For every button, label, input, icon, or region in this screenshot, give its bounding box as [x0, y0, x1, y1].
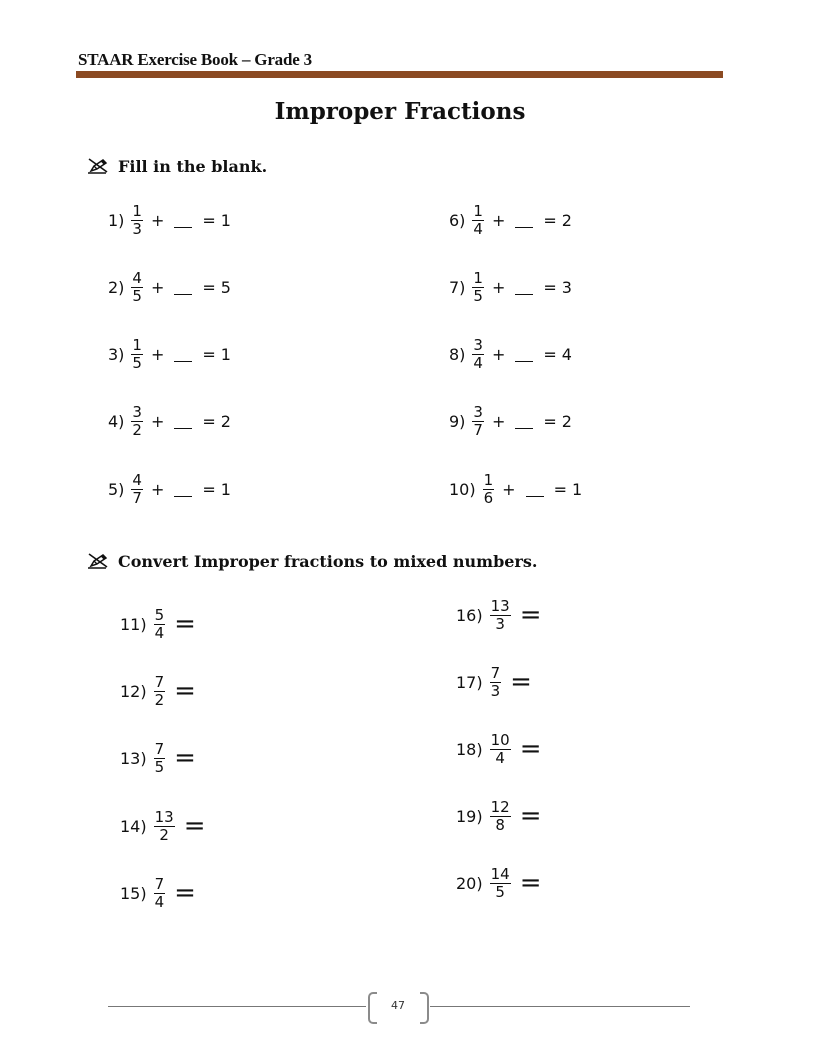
- answer-blank[interactable]: [515, 280, 533, 295]
- problem-number: 5): [108, 479, 125, 499]
- fill-blank-problem: [108, 464, 231, 514]
- equals-sign: =: [519, 734, 542, 764]
- problem-number: 14): [120, 816, 147, 836]
- plus-sign: +: [150, 411, 165, 431]
- fill-blank-problem: [108, 195, 231, 245]
- numerator: 3: [132, 402, 142, 421]
- problem-number: 19): [456, 806, 483, 826]
- fill-blank-problem: [108, 396, 231, 446]
- sum-value: 2: [220, 411, 231, 431]
- numerator: 1: [132, 201, 142, 220]
- answer-blank[interactable]: [174, 213, 192, 228]
- problem-number: 16): [456, 605, 483, 625]
- plus-sign: +: [150, 277, 165, 297]
- denominator: 3: [490, 681, 501, 700]
- fraction: [154, 607, 166, 642]
- answer-blank[interactable]: [174, 482, 192, 497]
- problem-number: 6): [449, 210, 466, 230]
- problem-number: 10): [449, 479, 476, 499]
- section-convert-heading: [86, 551, 537, 571]
- denominator: 7: [132, 488, 142, 507]
- denominator: 4: [154, 892, 165, 911]
- page-footer: [108, 990, 690, 1026]
- denominator: 2: [154, 690, 165, 709]
- numerator: 3: [473, 402, 483, 421]
- denominator: 5: [473, 286, 483, 305]
- equals-sign: =: [519, 600, 542, 630]
- plus-sign: +: [502, 479, 516, 499]
- sum-value: 2: [561, 411, 572, 431]
- fraction: [472, 203, 484, 238]
- denominator: 4: [495, 748, 505, 767]
- section-fill-blank-heading: [86, 156, 267, 176]
- convert-problem: [120, 868, 196, 918]
- answer-blank[interactable]: [515, 213, 533, 228]
- equals-sign: =: [202, 479, 216, 499]
- sum-value: 5: [220, 277, 231, 297]
- convert-problem: [456, 791, 542, 841]
- problem-number: 7): [449, 277, 466, 297]
- numerator: 7: [154, 874, 165, 893]
- numerator: 7: [490, 663, 501, 682]
- equals-sign: =: [553, 479, 567, 499]
- fraction: [154, 876, 166, 911]
- problem-number: 17): [456, 672, 483, 692]
- fill-blank-problem: [108, 329, 231, 379]
- fraction: [472, 337, 484, 372]
- equals-sign: =: [510, 667, 532, 697]
- denominator: 2: [159, 825, 169, 844]
- denominator: 4: [473, 353, 483, 372]
- convert-problem: [456, 657, 532, 707]
- problem-number: 18): [456, 739, 483, 759]
- fraction: [154, 674, 166, 709]
- numerator: 5: [154, 605, 165, 624]
- pencil-icon: [86, 156, 110, 176]
- section1-instruction: Fill in the blank.: [118, 156, 268, 176]
- sum-value: 1: [220, 344, 231, 364]
- equals-sign: =: [202, 210, 216, 230]
- equals-sign: =: [202, 277, 216, 297]
- fraction: [154, 809, 175, 844]
- problem-number: 3): [108, 344, 125, 364]
- equals-sign: =: [519, 868, 542, 898]
- numerator: 13: [490, 596, 510, 615]
- answer-blank[interactable]: [515, 347, 533, 362]
- fraction: [490, 866, 511, 901]
- fill-blank-problem: [449, 262, 572, 312]
- problem-number: 8): [449, 344, 466, 364]
- problem-number: 11): [120, 614, 147, 634]
- denominator: 5: [154, 757, 165, 776]
- footer-bracket-right: [420, 992, 429, 1024]
- fraction: [490, 598, 511, 633]
- problem-number: 12): [120, 681, 147, 701]
- equals-sign: =: [543, 344, 557, 364]
- page-title: Improper Fractions: [274, 98, 526, 125]
- convert-problem: [456, 858, 542, 908]
- fill-blank-problem: [449, 396, 572, 446]
- numerator: 10: [490, 730, 510, 749]
- convert-problem: [120, 733, 196, 783]
- plus-sign: +: [491, 277, 506, 297]
- convert-problem: [456, 724, 542, 774]
- plus-sign: +: [150, 210, 165, 230]
- fraction: [154, 741, 166, 776]
- sum-value: 1: [571, 479, 583, 499]
- fraction: [131, 203, 143, 238]
- fill-blank-problem: [108, 262, 231, 312]
- sum-value: 4: [561, 344, 572, 364]
- fill-blank-problem: [449, 464, 582, 514]
- denominator: 4: [473, 219, 483, 238]
- fraction: [131, 472, 143, 507]
- numerator: 14: [490, 864, 510, 883]
- footer-bracket-left: [368, 992, 377, 1024]
- fill-blank-problem: [449, 329, 572, 379]
- denominator: 3: [132, 219, 142, 238]
- problem-number: 1): [108, 210, 125, 230]
- problem-number: 9): [449, 411, 466, 431]
- numerator: 1: [473, 201, 483, 220]
- sum-value: 1: [220, 479, 231, 499]
- fraction: [490, 732, 511, 767]
- plus-sign: +: [491, 344, 506, 364]
- denominator: 7: [473, 420, 483, 439]
- equals-sign: =: [543, 277, 557, 297]
- numerator: 13: [154, 807, 174, 826]
- sum-value: 2: [561, 210, 572, 230]
- numerator: 4: [132, 470, 142, 489]
- denominator: 6: [483, 488, 494, 507]
- equals-sign: =: [174, 743, 196, 773]
- fraction: [490, 665, 502, 700]
- problem-number: 13): [120, 748, 147, 768]
- answer-blank[interactable]: [526, 482, 544, 497]
- denominator: 2: [132, 420, 142, 439]
- problem-number: 15): [120, 883, 147, 903]
- section2-instruction: Convert Improper fractions to mixed numbers.: [118, 551, 538, 571]
- fraction: [131, 270, 143, 305]
- numerator: 1: [473, 268, 483, 287]
- equals-sign: =: [174, 609, 196, 639]
- numerator: 1: [132, 335, 142, 354]
- sum-value: 3: [561, 277, 572, 297]
- convert-problem: [120, 666, 196, 716]
- equals-sign: =: [202, 344, 216, 364]
- denominator: 5: [132, 286, 142, 305]
- fraction: [490, 799, 511, 834]
- fraction: [472, 270, 484, 305]
- page-number: 47: [391, 999, 405, 1012]
- denominator: 5: [495, 882, 505, 901]
- numerator: 7: [154, 739, 165, 758]
- numerator: 12: [490, 797, 510, 816]
- numerator: 7: [154, 672, 165, 691]
- equals-sign: =: [543, 210, 557, 230]
- fraction: [131, 404, 143, 439]
- answer-blank[interactable]: [174, 280, 192, 295]
- footer-rule-right: [430, 1006, 690, 1007]
- header-rule: [76, 71, 723, 78]
- equals-sign: =: [543, 411, 557, 431]
- problem-number: 20): [456, 873, 483, 893]
- answer-blank[interactable]: [515, 414, 533, 429]
- denominator: 4: [154, 623, 165, 642]
- header-title: STAAR Exercise Book – Grade 3: [78, 50, 312, 69]
- fraction: [483, 472, 495, 507]
- pencil-icon: [86, 551, 110, 571]
- plus-sign: +: [491, 210, 506, 230]
- problem-number: 2): [108, 277, 125, 297]
- equals-sign: =: [202, 411, 216, 431]
- denominator: 5: [132, 353, 142, 372]
- convert-problem: [120, 801, 206, 851]
- equals-sign: =: [174, 878, 196, 908]
- problem-number: 4): [108, 411, 125, 431]
- fill-blank-problem: [449, 195, 572, 245]
- equals-sign: =: [519, 801, 542, 831]
- plus-sign: +: [150, 344, 165, 364]
- sum-value: 1: [220, 210, 231, 230]
- fraction: [131, 337, 143, 372]
- denominator: 3: [495, 614, 505, 633]
- equals-sign: =: [174, 676, 196, 706]
- fraction: [472, 404, 484, 439]
- plus-sign: +: [491, 411, 506, 431]
- equals-sign: =: [183, 811, 206, 841]
- numerator: 3: [473, 335, 483, 354]
- convert-problem: [456, 590, 542, 640]
- numerator: 4: [132, 268, 142, 287]
- answer-blank[interactable]: [174, 414, 192, 429]
- numerator: 1: [483, 470, 494, 489]
- footer-rule-left: [108, 1006, 366, 1007]
- answer-blank[interactable]: [174, 347, 192, 362]
- denominator: 8: [495, 815, 505, 834]
- convert-problem: [120, 599, 196, 649]
- plus-sign: +: [150, 479, 165, 499]
